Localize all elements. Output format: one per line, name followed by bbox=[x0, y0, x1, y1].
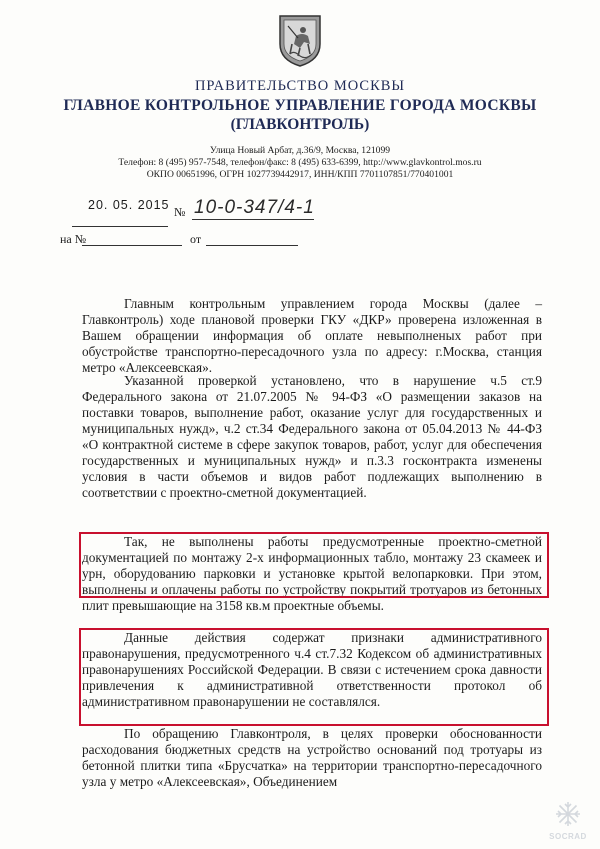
address-line: Улица Новый Арбат, д.36/9, Москва, 121099 bbox=[209, 145, 391, 156]
paragraph-4: Данные действия содержат признаки административного правонарушения, предусмотренного ч.4 ст.7.32 Кодексом об административных правонарушениях Российской Федерации. В связи с истечением срока давности привлечения к административной ответственности протокол об административном правонарушении не составлялся. bbox=[82, 630, 542, 709]
highlight-box-2 bbox=[79, 628, 549, 726]
paragraph-3: Так, не выполнены работы предусмотренные проектно-сметной документацией по монтажу 2-х информационных табло, монтажу 23 скамеек и урн, оборудованию парковки и установке крытой велопарковки. При этом, выполнены и оплачены работы по устройству покрытий тротуаров из бетонных плит превышающие на 3158 кв.м проектные объемы. bbox=[82, 534, 542, 613]
reference-number-field bbox=[82, 244, 182, 246]
organization-name: ГЛАВНОЕ КОНТРОЛЬНОЕ УПРАВЛЕНИЕ ГОРОДА МОСКВЫ bbox=[63, 97, 537, 114]
reference-date-field bbox=[206, 244, 298, 246]
codes-line: ОКПО 00651996, ОГРН 1027739442917, ИНН/КПП 7701107851/770401001 bbox=[146, 169, 454, 180]
organization-abbreviation: (ГЛАВКОНТРОЛЬ) bbox=[230, 116, 370, 133]
highlight-box-1 bbox=[79, 532, 549, 598]
watermark-text: SOCRAD bbox=[549, 832, 587, 841]
paragraph-5: По обращению Главконтроля, в целях проверки обоснованности расходования бюджетных средств на устройство оснований под тротуары из бетонной плитки типа «Брусчатка» на территории транспортно-пересадочного узла у метро «Алексеевская», Объединением bbox=[82, 726, 542, 789]
watermark bbox=[546, 801, 590, 841]
paragraph-1: Главным контрольным управлением города Москвы (далее – Главконтроль) ходе плановой проверки ГКУ «ДКР» проверена изложенная в Вашем обращении информация об оплате невыполненых работ при обустройстве транспортно-пересадочного узла по адресу: г.Москва, станция метро «Алексеевская». bbox=[82, 296, 542, 375]
reference-number-label: на № bbox=[60, 232, 87, 246]
paragraph-2: Указанной проверкой установлено, что в нарушение ч.5 ст.9 Федерального закона от 21.07.2005 № 94-ФЗ «О размещении заказов на поставки товаров, выполнение работ, оказание услуг для государственных и муниципальных нужд», ч.2 ст.34 Федерального закона от 05.04.2013 № 44-ФЗ «О контрактной системе в сфере закупок товаров, работ, услуг для обеспечения государственных и муниципальных нужд» и п.3.3 госконтракта изменены условия в части объемов и видов работ подлежащих выполнению в соответствии с проектно-сметной документацией. bbox=[82, 373, 542, 500]
date-underline bbox=[72, 210, 168, 227]
number-underline bbox=[192, 218, 314, 220]
registration-date: 20. 05. 2015 bbox=[88, 198, 170, 212]
number-sign: № bbox=[174, 205, 186, 219]
moscow-coat-of-arms-icon bbox=[278, 14, 322, 68]
reference-date-label: от bbox=[190, 232, 202, 246]
phone-line: Телефон: 8 (495) 957-7548, телефон/факс: 8 (495) 633-6399, http://www.glavkontrol.mos.ru bbox=[118, 157, 482, 168]
registration-number: 10-0-347/4-1 bbox=[194, 197, 315, 218]
snowflake-icon bbox=[555, 801, 581, 827]
government-name: ПРАВИТЕЛЬСТВО МОСКВЫ bbox=[194, 78, 406, 94]
